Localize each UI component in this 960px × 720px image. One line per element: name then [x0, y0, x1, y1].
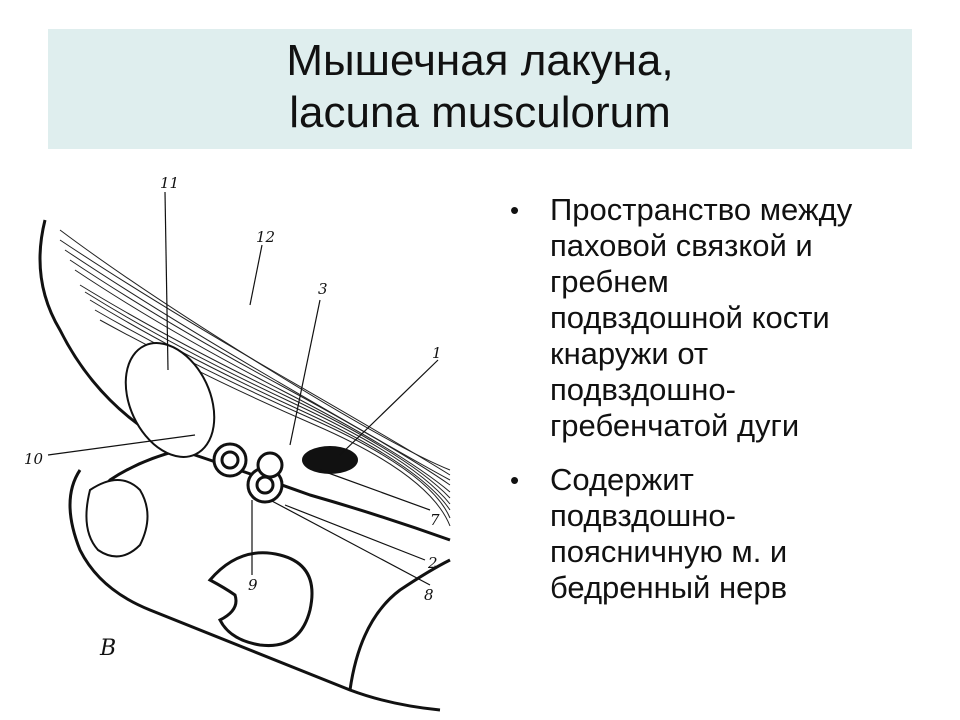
figure-label-10: 10 — [24, 450, 44, 468]
figure-label-11: 11 — [160, 174, 180, 192]
figure-label-7: 7 — [430, 511, 440, 529]
bullet-item — [510, 192, 930, 444]
bullet-text: Содержит подвздошно- поясничную м. и бедренный нерв — [550, 462, 788, 605]
slide-title-line-2: lacuna musculorum — [289, 88, 671, 137]
figure-label-3: 3 — [318, 280, 328, 298]
anatomy-figure — [20, 170, 475, 715]
figure-label-1: 1 — [432, 344, 442, 362]
figure-label-9: 9 — [248, 576, 258, 594]
slide-title-line-1: Мышечная лакуна, — [286, 36, 674, 85]
figure-label-8: 8 — [424, 586, 434, 604]
figure-label-v: В — [100, 636, 117, 661]
pelvis-anatomy-illustration — [20, 170, 475, 715]
bullet-marker: • — [510, 195, 520, 225]
bullet-text: Пространство между паховой связкой и гребнем подвздошной кости кнаружи от подвздошно- гребенчатой дуги — [550, 192, 853, 443]
slide-title — [48, 35, 912, 139]
figure-label-12: 12 — [256, 228, 276, 246]
bullet-list — [510, 192, 930, 624]
figure-label-2: 2 — [428, 554, 438, 572]
title-band — [48, 29, 912, 149]
bullet-item — [510, 462, 930, 606]
bullet-marker: • — [510, 465, 520, 495]
